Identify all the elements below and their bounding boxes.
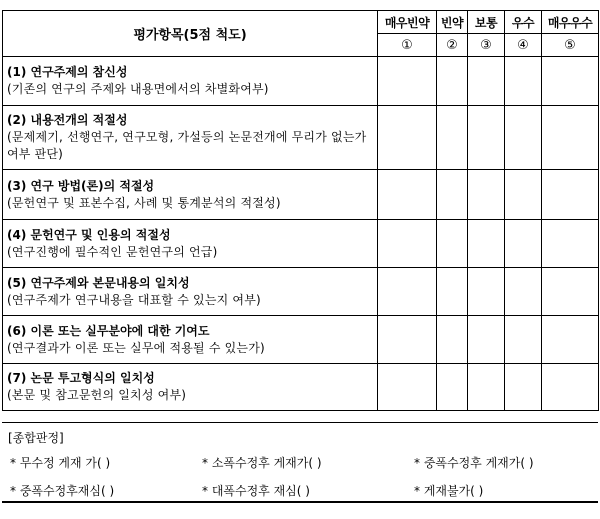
score-cell-5[interactable] [542,220,599,268]
score-cell-1[interactable] [378,106,437,170]
overall-judgment-heading: [종합판정] [8,431,64,445]
score-cell-2[interactable] [437,220,468,268]
criterion-description: (연구결과가 이론 또는 실무에 적용될 수 있는가) [7,340,265,355]
option-accept-no-revision[interactable]: * 무수정 게재 가( ) [10,456,111,470]
criterion-row [3,268,599,316]
scale-label-average: 보통 [468,11,505,34]
overall-judgment-section [2,422,598,503]
criterion-description: (연구진행에 필수적인 문헌연구의 언급) [7,244,218,259]
scale-label-good: 우수 [505,11,542,34]
criterion-title: (7) 논문 투고형식의 일치성 [7,371,155,385]
criterion-description: (문제제기, 선행연구, 연구모형, 가설등의 논문전개에 무리가 없는가 여부 판단) [7,130,367,161]
criterion-row [3,220,599,268]
scale-label-poor: 빈약 [437,11,468,34]
score-cell-2[interactable] [437,268,468,316]
scale-number-1: ① [378,34,437,57]
score-cell-2[interactable] [437,170,468,220]
option-accept-minor-revision[interactable]: * 소폭수정후 게재가( ) [202,456,322,470]
score-cell-1[interactable] [378,316,437,364]
scale-label-very-poor: 매우빈약 [378,11,437,34]
evaluation-table [2,10,599,411]
criterion-cell [3,170,378,220]
criterion-row [3,316,599,364]
criterion-description: (본문 및 참고문헌의 일치성 여부) [7,388,187,402]
score-cell-2[interactable] [437,364,468,411]
score-cell-3[interactable] [468,57,505,106]
score-cell-5[interactable] [542,106,599,170]
criterion-cell [3,268,378,316]
score-cell-5[interactable] [542,364,599,411]
scale-label-very-good: 매우우수 [542,11,599,34]
criterion-row [3,106,599,170]
score-cell-1[interactable] [378,364,437,411]
score-cell-1[interactable] [378,220,437,268]
criterion-row [3,364,599,411]
criterion-title: (6) 이론 또는 실무분야에 대한 기여도 [7,323,210,338]
score-cell-4[interactable] [505,220,542,268]
score-cell-4[interactable] [505,57,542,106]
option-reject[interactable]: * 게재불가( ) [414,484,484,498]
score-cell-4[interactable] [505,364,542,411]
score-cell-3[interactable] [468,170,505,220]
criterion-description: (문헌연구 및 표본수집, 사례 및 통계분석의 적절성) [7,195,281,210]
criterion-row [3,57,599,106]
score-cell-5[interactable] [542,170,599,220]
score-cell-1[interactable] [378,170,437,220]
criterion-cell [3,57,378,106]
scale-number-5: ⑤ [542,34,599,57]
option-resubmit-major-revision[interactable]: * 대폭수정후 재심( ) [202,484,310,498]
score-cell-2[interactable] [437,57,468,106]
score-cell-4[interactable] [505,316,542,364]
criterion-title: (3) 연구 방법(론)의 적절성 [7,178,155,193]
score-cell-5[interactable] [542,268,599,316]
score-cell-3[interactable] [468,106,505,170]
criterion-title: (4) 문헌연구 및 인용의 적절성 [7,227,171,242]
score-cell-3[interactable] [468,268,505,316]
score-cell-5[interactable] [542,57,599,106]
criterion-cell [3,364,378,411]
criterion-row [3,170,599,220]
scale-number-2: ② [437,34,468,57]
criterion-cell [3,316,378,364]
criterion-title: (2) 내용전개의 적절성 [7,113,128,127]
score-cell-2[interactable] [437,106,468,170]
score-cell-3[interactable] [468,364,505,411]
criterion-cell [3,106,378,170]
score-cell-4[interactable] [505,106,542,170]
score-cell-4[interactable] [505,268,542,316]
scale-number-4: ④ [505,34,542,57]
option-resubmit-moderate-revision[interactable]: * 중폭수정후재심( ) [10,484,115,498]
criterion-description: (연구주제가 연구내용을 대표할 수 있는지 여부) [7,292,261,307]
criterion-description: (기존의 연구의 주제와 내용면에서의 차별화여부) [7,82,269,96]
score-cell-4[interactable] [505,170,542,220]
criterion-title: (1) 연구주제의 참신성 [7,65,128,79]
scale-number-3: ③ [468,34,505,57]
criterion-cell [3,220,378,268]
score-cell-3[interactable] [468,316,505,364]
criterion-title: (5) 연구주제와 본문내용의 일치성 [7,275,190,290]
score-cell-3[interactable] [468,220,505,268]
option-accept-moderate-revision[interactable]: * 중폭수정후 게재가( ) [414,456,534,470]
score-cell-1[interactable] [378,268,437,316]
score-cell-2[interactable] [437,316,468,364]
header-title: 평가항목(5점 척도) [3,11,378,57]
score-cell-1[interactable] [378,57,437,106]
score-cell-5[interactable] [542,316,599,364]
